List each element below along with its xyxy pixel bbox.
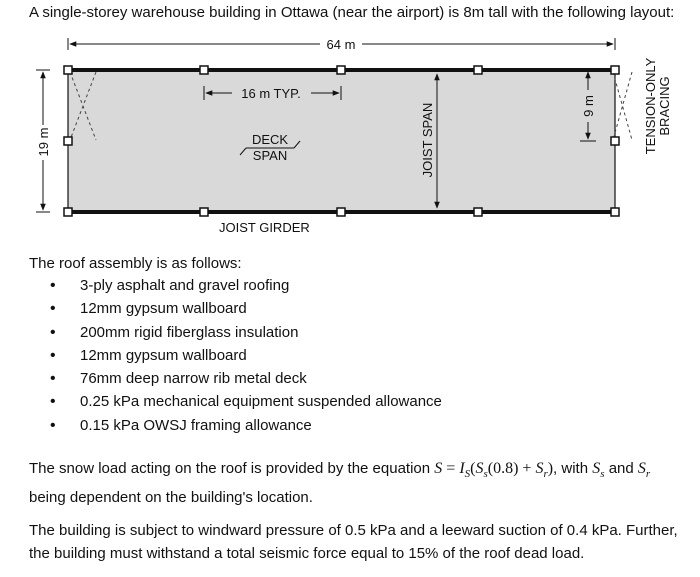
overall-length-dimension <box>68 37 615 52</box>
snow-text-after: being dependent on the building's location. <box>29 489 313 507</box>
snow-text-with: , with <box>553 460 589 477</box>
deck-label: DECK <box>251 132 289 147</box>
span-label: SPAN <box>252 148 288 163</box>
tension-only-label: TENSION-ONLY <box>643 57 658 155</box>
list-item: • 0.25 kPa mechanical equipment suspended allowance <box>50 392 442 415</box>
east-bracing <box>613 72 632 140</box>
joist-span-label: JOIST SPAN <box>420 102 435 178</box>
column <box>611 66 619 74</box>
bay-spacing-label: 16 m TYP. <box>241 86 301 101</box>
column <box>200 66 208 74</box>
list-item: • 76mm deep narrow rib metal deck <box>50 369 442 392</box>
wind-seismic-paragraph: The building is subject to windward pressure of 0.5 kPa and a leeward suction of 0.4 kPa. Further, the building must withstand a total seismic force equal to 15% of the roof dead load. <box>29 522 678 562</box>
column <box>337 66 345 74</box>
roof-assembly-list <box>50 276 442 439</box>
column <box>200 208 208 216</box>
ss-symbol: $S_s$ <box>592 460 605 481</box>
snow-text-before: The snow load acting on the roof is provided by the equation <box>29 460 431 477</box>
joist-girder-label: JOIST GIRDER <box>219 220 310 235</box>
bracing-bay-label: 9 m <box>581 95 596 117</box>
column <box>64 137 72 145</box>
column <box>474 66 482 74</box>
overall-length-label: 64 m <box>326 37 356 52</box>
column <box>611 137 619 145</box>
column <box>337 208 345 216</box>
snow-load-paragraph <box>29 457 679 509</box>
bracing-label: BRACING <box>657 76 672 136</box>
snow-equation: $S = I_S(S_s(0.8) + S_r)$ <box>434 460 554 481</box>
sr-symbol: $S_r$ <box>637 460 651 481</box>
column <box>611 208 619 216</box>
column <box>64 208 72 216</box>
column <box>64 66 72 74</box>
intro-text: A single-storey warehouse building in Ottawa (near the airport) is 8m tall with the following layout: <box>29 4 675 21</box>
roof-assembly-heading: The roof assembly is as follows: <box>29 255 242 272</box>
width-label: 19 m <box>36 127 51 157</box>
snow-text-and: and <box>608 460 634 477</box>
list-item: • 12mm gypsum wallboard <box>50 299 442 322</box>
list-item: • 12mm gypsum wallboard <box>50 346 442 369</box>
list-item: • 200mm rigid fiberglass insulation <box>50 323 442 346</box>
list-item: • 0.15 kPa OWSJ framing allowance <box>50 416 442 439</box>
list-item: • 3-ply asphalt and gravel roofing <box>50 276 442 299</box>
width-dimension <box>36 70 51 212</box>
column <box>474 208 482 216</box>
